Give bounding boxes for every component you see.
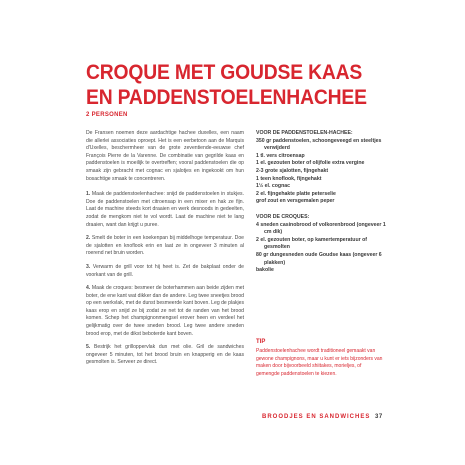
step-text: Maak de croques: besmeer de boterhammen aan beide zijden met boter, de ene kant wat dikker dan de andere. Leg twee sneetjes brood op een werkvlak, met de dunst besmeerde kant boven. Leg de plakjes kaas erop en snijd ze bij zodat ze net tot de randen van het brood komen. Schep het champignonmengsel erover heen en verdeel het gelijkmatig over de twee sneden brood. Leg twee andere sneden brood erop, met de dikst beboterde kant boven.	[86, 285, 245, 337]
tip-label: TIP	[256, 339, 266, 345]
step-2	[86, 235, 244, 258]
ingredient-item: 4 sneden casinobrood of volkorenbrood (ongeveer 1 cm dik)	[256, 221, 386, 236]
ingredients-hachee-list	[256, 138, 386, 206]
recipe-title-line-2: EN PADDENSTOELENHACHEE	[86, 86, 367, 109]
ingredient-item: 2 el. gezouten boter, op kamertemperatuur of gesmolten	[256, 236, 367, 251]
ingredient-item: bakolie	[256, 267, 274, 274]
intro-paragraph: De Fransen noemen deze aardachtige hachee duxelles, een naam die allerlei associaties oproept. Het is een eerbetoon aan de Marquis d'Uxelles, beschermheer van de grote zeventiende-eeuwse chef François Pierre de la Varenne. De combinatie van gegrilde kaas en paddenstoelen is moeilijk te overtreffen; vooral paddenstoelen die op smaak zijn gebracht met cognac en sjalotjes en ingekookt om hun bosachtige smaak te concentreren.	[86, 130, 244, 182]
ingredients-column	[256, 130, 386, 283]
ingredient-item: 80 gr dungesneden oude Goudse kaas (ongeveer 6 plakken)	[256, 251, 382, 266]
footer-section-title: BROODJES EN SANDWICHES	[262, 414, 371, 420]
step-3	[86, 264, 244, 279]
step-number: 2.	[86, 235, 91, 242]
recipe-title	[86, 60, 380, 110]
step-5	[86, 344, 244, 367]
step-text: Smelt de boter in een koekenpan bij middelhoge temperatuur. Doe de sjalotten en knoflook erin en laat ze in ongeveer 3 minuten al roerend net bruin worden.	[86, 235, 244, 257]
servings-label: 2 PERSONEN	[86, 112, 128, 118]
ingredients-hachee-heading: VOOR DE PADDENSTOELEN-HACHEE:	[256, 130, 353, 136]
ingredient-item: 1 tl. vers citroensap	[256, 152, 305, 159]
tip-text: Paddenstoelenhachee wordt traditioneel gemaakt van gewone champignons, maar u kunt er iets bijzonders van maken door bijvoorbeeld shiitakes, morieljes, of gemengde paddenstoelen te kiezen.	[256, 348, 383, 377]
method-column	[86, 130, 244, 373]
recipe-title-line-1: CROQUE MET GOUDSE KAAS	[86, 61, 363, 84]
ingredient-item: 350 gr paddenstoelen, schoongeveegd en steeltjes verwijderd	[256, 137, 382, 152]
ingredient-item: 2-3 grote sjalotten, fijngehakt	[256, 167, 329, 174]
ingredient-item: 1 teen knoflook, fijngehakt	[256, 175, 322, 182]
ingredient-item: 2 el. fijngehakte platte peterselie	[256, 190, 336, 197]
ingredient-item: 1 el. gezouten boter of olijfolie extra vergine	[256, 160, 365, 167]
step-text: Maak de paddenstoelenhachee: snijd de paddenstoelen in stukjes. Doe de paddenstoelen met citroensap in een mixer en hak ze fijn. Laat de machine steeds kort draaien en werk desnoods in gedeelten, zodat de mengkom niet te vol wordt. Laat de machine niet te lang draaien, want dan krijgt u puree.	[86, 191, 244, 228]
ingredients-croques-list	[256, 222, 386, 275]
step-text: Bestrijk het grilloppervlak dun met olie. Gril de sandwiches ongeveer 5 minuten, tot het brood bruin en knapperig en de kaas gesmolten is. Serveer ze direct.	[86, 344, 244, 366]
ingredient-item: grof zout en versgemalen peper	[256, 198, 335, 205]
ingredients-croques-heading: VOOR DE CROQUES:	[256, 213, 310, 220]
step-1	[86, 191, 244, 229]
step-number: 5.	[86, 344, 91, 351]
step-number: 3.	[86, 263, 91, 270]
page-number: 37	[375, 414, 383, 420]
step-number: 4.	[86, 285, 91, 292]
ingredient-item: 1½ el. cognac	[256, 183, 291, 190]
step-number: 1.	[86, 191, 91, 198]
page-footer	[262, 414, 383, 420]
step-text: Verwarm de grill voor tot hij heet is. Zet de bakplaat onder de voorkant van de grill.	[86, 263, 244, 278]
step-4	[86, 285, 244, 338]
